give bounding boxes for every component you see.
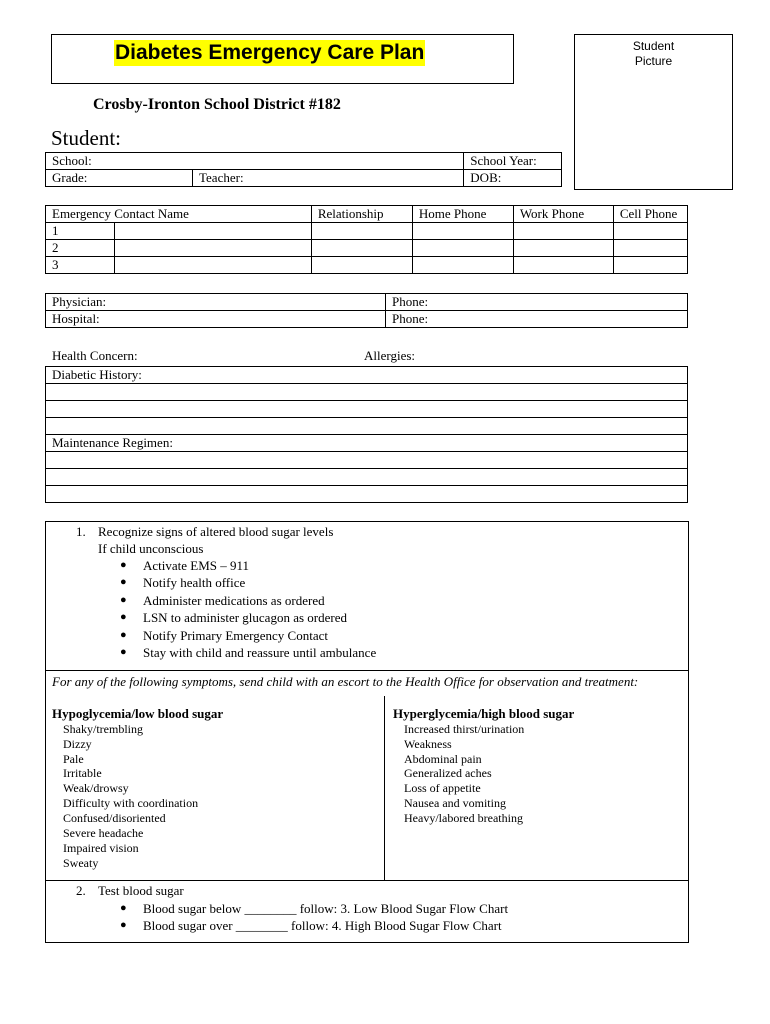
bullet-icon: ● xyxy=(120,629,127,641)
symptom-item: Generalized aches xyxy=(404,766,492,780)
diabetic-history-field[interactable]: Diabetic History: xyxy=(46,367,688,384)
hypoglycemia-heading: Hypoglycemia/low blood sugar xyxy=(52,706,224,721)
divider xyxy=(46,670,688,671)
bullet-icon: ● xyxy=(120,902,127,914)
list-item: Notify Primary Emergency Contact xyxy=(143,628,328,643)
list-item: Blood sugar over ________ follow: 4. High Blood Sugar Flow Chart xyxy=(143,918,502,933)
teacher-field[interactable]: Teacher: xyxy=(193,170,464,187)
relationship-cell[interactable] xyxy=(311,240,412,257)
relationship-cell[interactable] xyxy=(311,223,412,240)
cell-phone-cell[interactable] xyxy=(613,257,687,274)
page-title: Diabetes Emergency Care Plan xyxy=(115,41,425,64)
step-number: 2. xyxy=(76,883,86,898)
row-number: 1 xyxy=(46,223,115,240)
bullet-icon: ● xyxy=(120,919,127,931)
column-header: Relationship xyxy=(311,206,412,223)
work-phone-cell[interactable] xyxy=(513,240,613,257)
symptom-item: Pale xyxy=(63,752,84,766)
symptom-item: Increased thirst/urination xyxy=(404,722,525,736)
symptom-item: Severe headache xyxy=(63,826,144,840)
column-header: Home Phone xyxy=(412,206,513,223)
list-item: Blood sugar below ________ follow: 3. Low Blood Sugar Flow Chart xyxy=(143,901,509,916)
bullet-icon: ● xyxy=(120,559,127,571)
column-header: Work Phone xyxy=(513,206,613,223)
symptom-item: Abdominal pain xyxy=(404,752,482,766)
history-line[interactable] xyxy=(46,418,688,435)
bullet-icon: ● xyxy=(120,611,127,623)
district-heading: Crosby-Ironton School District #182 xyxy=(93,96,341,113)
symptom-item: Loss of appetite xyxy=(404,781,481,795)
emergency-steps-box xyxy=(45,521,689,943)
cell-phone-cell[interactable] xyxy=(613,240,687,257)
symptoms-instruction: For any of the following symptoms, send child with an escort to the Health Office for observation and treatment: xyxy=(52,674,639,689)
contact-name-cell[interactable] xyxy=(115,240,312,257)
work-phone-cell[interactable] xyxy=(513,223,613,240)
column-divider xyxy=(384,696,385,880)
symptom-item: Confused/disoriented xyxy=(63,811,166,825)
list-item: LSN to administer glucagon as ordered xyxy=(143,610,347,625)
student-info-table xyxy=(45,152,562,187)
relationship-cell[interactable] xyxy=(311,257,412,274)
grade-field[interactable]: Grade: xyxy=(46,170,193,187)
health-concern-label: Health Concern: xyxy=(52,348,138,363)
table-row xyxy=(46,257,688,274)
list-item: Stay with child and reassure until ambulance xyxy=(143,645,377,660)
maintenance-regimen-field[interactable]: Maintenance Regimen: xyxy=(46,435,688,452)
picture-label-line2: Picture xyxy=(634,54,673,68)
step-title: Recognize signs of altered blood sugar levels xyxy=(98,524,334,539)
hyperglycemia-heading: Hyperglycemia/high blood sugar xyxy=(393,706,575,721)
dob-field[interactable]: DOB: xyxy=(464,170,562,187)
symptom-item: Irritable xyxy=(63,766,102,780)
contact-name-cell[interactable] xyxy=(115,223,312,240)
table-row xyxy=(46,240,688,257)
column-header: Cell Phone xyxy=(613,206,687,223)
symptom-item: Difficulty with coordination xyxy=(63,796,199,810)
list-item: Notify health office xyxy=(143,575,246,590)
home-phone-cell[interactable] xyxy=(412,223,513,240)
symptom-item: Impaired vision xyxy=(63,841,139,855)
student-label: Student: xyxy=(51,126,122,150)
picture-label-line1: Student xyxy=(632,39,675,53)
hospital-phone-field[interactable]: Phone: xyxy=(386,311,688,328)
table-header-row xyxy=(46,206,688,223)
school-year-field[interactable]: School Year: xyxy=(464,153,562,170)
symptom-item: Nausea and vomiting xyxy=(404,796,506,810)
symptom-item: Sweaty xyxy=(63,856,99,870)
regimen-line[interactable] xyxy=(46,452,688,469)
physician-table xyxy=(45,293,688,328)
row-number: 2 xyxy=(46,240,115,257)
regimen-line[interactable] xyxy=(46,469,688,486)
column-header: Emergency Contact Name xyxy=(46,206,312,223)
symptom-item: Weak/drowsy xyxy=(63,781,129,795)
bullet-icon: ● xyxy=(120,594,127,606)
physician-phone-field[interactable]: Phone: xyxy=(386,294,688,311)
home-phone-cell[interactable] xyxy=(412,240,513,257)
contact-name-cell[interactable] xyxy=(115,257,312,274)
divider xyxy=(46,880,688,881)
home-phone-cell[interactable] xyxy=(412,257,513,274)
student-picture-box[interactable] xyxy=(574,34,733,190)
work-phone-cell[interactable] xyxy=(513,257,613,274)
symptom-item: Heavy/labored breathing xyxy=(404,811,523,825)
symptom-item: Shaky/trembling xyxy=(63,722,143,736)
hospital-field[interactable]: Hospital: xyxy=(46,311,386,328)
history-table xyxy=(45,366,688,503)
symptom-item: Dizzy xyxy=(63,737,92,751)
step-title: Test blood sugar xyxy=(98,883,184,898)
allergies-label: Allergies: xyxy=(364,348,416,363)
cell-phone-cell[interactable] xyxy=(613,223,687,240)
title-box xyxy=(51,34,514,84)
regimen-line[interactable] xyxy=(46,486,688,503)
step-number: 1. xyxy=(76,524,86,539)
row-number: 3 xyxy=(46,257,115,274)
history-line[interactable] xyxy=(46,384,688,401)
bullet-icon: ● xyxy=(120,576,127,588)
history-line[interactable] xyxy=(46,401,688,418)
list-item: Administer medications as ordered xyxy=(143,593,325,608)
emergency-contacts-table xyxy=(45,205,688,274)
physician-field[interactable]: Physician: xyxy=(46,294,386,311)
table-row xyxy=(46,223,688,240)
bullet-icon: ● xyxy=(120,646,127,658)
symptom-item: Weakness xyxy=(404,737,452,751)
list-item: Activate EMS – 911 xyxy=(143,558,250,573)
step-subtitle: If child unconscious xyxy=(98,541,204,556)
school-field[interactable]: School: xyxy=(46,153,464,170)
